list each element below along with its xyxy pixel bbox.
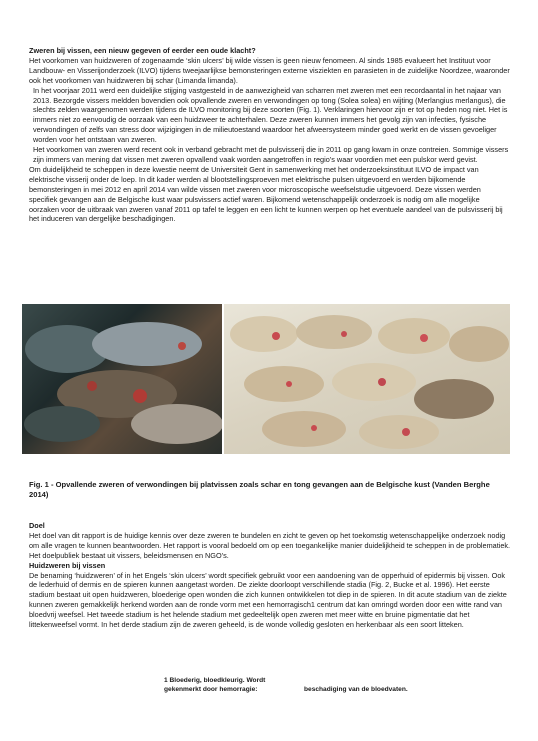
paragraph-2: In het voorjaar 2011 werd een duidelijke stijging vastgesteld in de aanwezigheid van scharren met zweren met een recordaantal in het najaar van 2013. Bezorgde vissers meldden bovendien ook opvallende zweren en verwondingen op tong (Solea solea) en wijting (Merlangius merlangus), die slechts zelden waargenomen werden tijdens de ILVO monitoring bij deze soorten (Fig. 1). Verklaringen hiervoor zijn er tot op heden nog niet. Het is immers niet zo eenvoudig de oorzaak van een huidzweer te achterhalen. Deze zweren kunnen immers het gevolg zijn van infecties, fysische verwondingen of zelfs van stress door wijzigingen in de milieutoestand waardoor het afweersysteem minder goed werkt en de vissen gevoeliger worden voor het ontstaan van zweren. — [33, 85, 508, 145]
footnote-line-3: beschadiging van de bloedvaten. — [304, 686, 408, 693]
huidzweren-paragraph: De benaming ‘huidzweren’ of in het Engels ‘skin ulcers’ wordt specifiek gebruikt voor een aandoening van de opperhuid of epidermis bij vissen. Ook de lederhuid of dermis en de spieren kunnen aangetast worden. De ziekte doorloopt verschillende stadia (Fig. 2, Bucke et al. 1996). Het eerste stadium bestaat uit open huidzweren, bloederige open wonden die zich kunnen ontwikkelen tot diep in de spieren. In dit acute stadium van de ziekte kunnen zweren gemakkelijk herkend worden aan de ronde vorm met een hemorragisch1 centrum dat kan omringd worden door een witte rand van bloedvrij weefsel. Het tweede stadium is het helende stadium met gedeeltelijk open zweren met meer witte en bruine pigmentatie dat het littekenweefsel vormt. In het derde stadium zijn de zweren geheeld, is de wonde volledig gesloten en herkenbaar als een soort litteken. — [29, 570, 507, 630]
paragraph-3: Het voorkomen van zweren werd recent ook in verband gebracht met de pulsvisserij die in 2011 op gang kwam in onze contreien. Sommige vissers zijn immers van mening dat vissen met zweren opvallend vaak worden aangetroffen in regio’s waar voordien met een pulskor werd gevist. — [33, 145, 509, 164]
body-section — [29, 521, 511, 630]
paragraph-4: Om duidelijkheid te scheppen in deze kwestie neemt de Universiteit Gent in samenwerking met het onderzoeksinstituut ILVO de impact van elektrische visserij onder de loep. In dit kader werden al blootstellingsproeven met elektrische pulsen uitgevoerd en werden bijkomende bemonsteringen in mei 2012 en april 2014 van wilde vissen met zweren voor microscopische weefselstudie uitgevoerd. Deze vissen werden specifiek gevangen aan de Belgische kust waar pulsvissers actief waren. Bijkomend wetenschappelijk onderzoek is nodig om alle mogelijke oorzaken voor de uitbraak van zweren vanaf 2011 op tafel te leggen en een licht te kunnen werpen op het eventuele aandeel van de pulsvisserij bij het induceren van dergelijke beschadigingen. — [29, 164, 503, 224]
intro-section — [29, 46, 511, 224]
figure-1-photos — [22, 304, 510, 454]
paragraph-1: Het voorkomen van huidzweren of zogenaamde ‘skin ulcers’ bij wilde vissen is geen nieuw fenomeen. Al sinds 1985 evalueert het Instituut voor Landbouw- en Visserijonderzoek (ILVO) tijdens tweejaarlijkse bemonsteringen externe visziekten en parasieten in de zuidelijke Noordzee, waaronder ook het voorkomen van huidzweren bij schar (Limanda limanda). — [29, 55, 510, 85]
article-title: Zweren bij vissen, een nieuw gegeven of eerder een oude klacht? — [29, 46, 256, 55]
doel-heading: Doel — [29, 521, 45, 530]
footnote-line-1: 1 Bloederig, bloedkleurig. Wordt — [164, 677, 266, 684]
photo-fish-with-ulcers — [22, 304, 222, 454]
huidzweren-heading: Huidzweren bij vissen — [29, 560, 106, 570]
photo-flatfish-tray — [224, 304, 510, 454]
figure-1-caption: Fig. 1 - Opvallende zweren of verwondingen bij platvissen zoals schar en tong gevangen aan de Belgische kust (Vanden Berghe 2014) — [29, 480, 490, 499]
footnote-line-2: gekenmerkt door hemorragie: — [164, 686, 258, 693]
doel-paragraph: Het doel van dit rapport is de huidige kennis over deze zweren te bundelen en zicht te geven op het toekomstig wetenschappelijke onderzoek nodig om alle vragen te kunnen beantwoorden. Het rapport is vooral bedoeld om op een toegankelijke manier duidelijkheid te scheppen in de problematiek. Het doelpubliek bestaat uit vissers, beleidsmensen en NGO’s. — [29, 530, 511, 560]
